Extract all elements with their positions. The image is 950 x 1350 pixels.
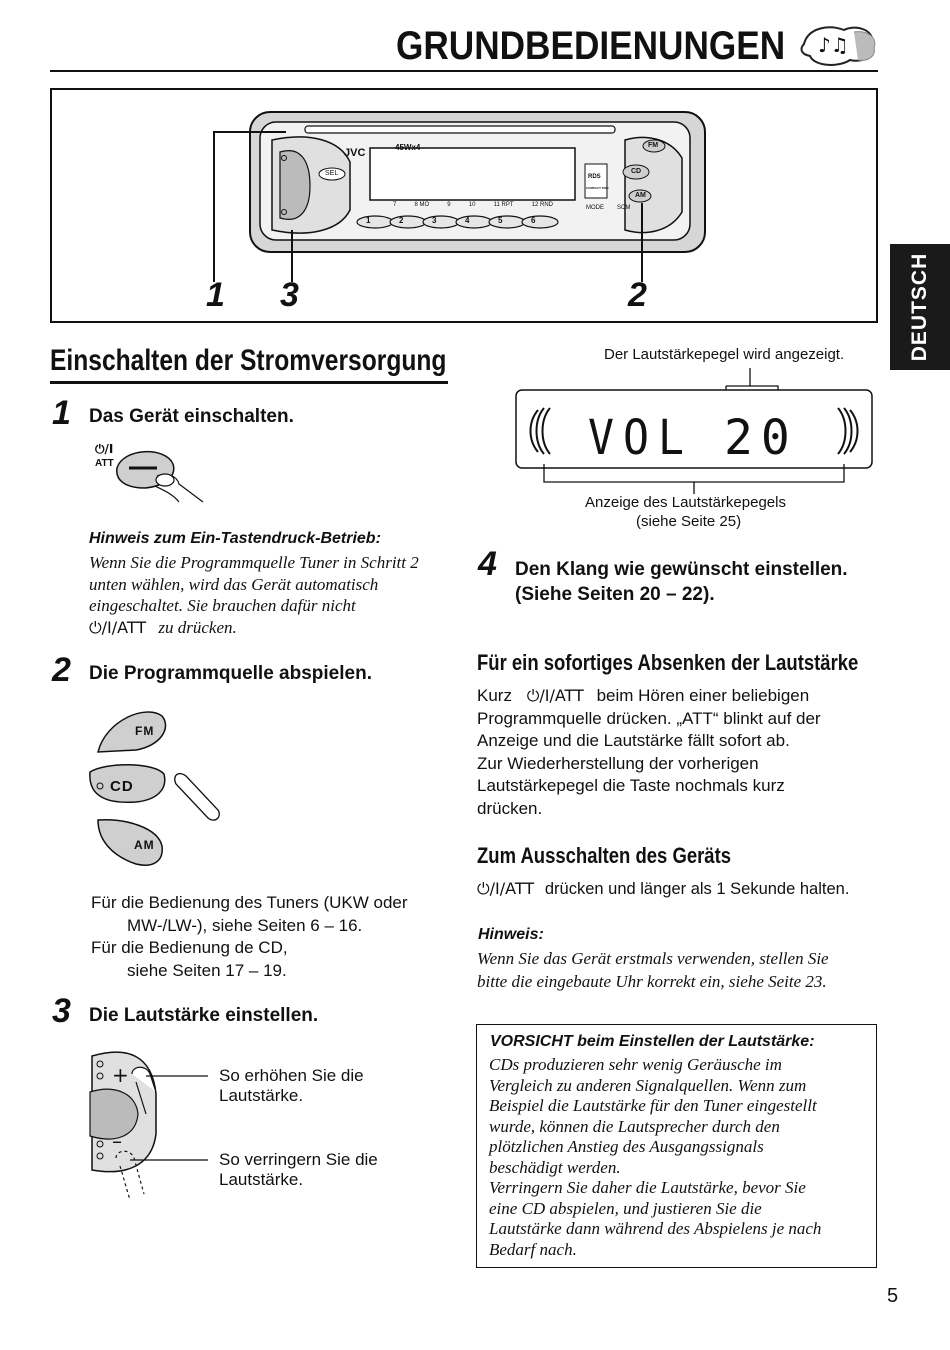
volume-down-line: So verringern Sie die xyxy=(219,1150,378,1169)
hint-line: eingeschaltet. Sie brauchen dafür nicht xyxy=(89,596,356,615)
step-3-number: 3 xyxy=(52,992,71,1030)
step-4-line: (Siehe Seiten 20 – 22). xyxy=(515,584,715,605)
step-2-line: MW-/LW-), siehe Seiten 6 – 16. xyxy=(127,915,363,935)
preset-label: 6 xyxy=(531,216,536,225)
am-button: AM xyxy=(134,838,155,852)
display-bottom-caption-1: Anzeige des Lautstärkepegels xyxy=(585,494,786,511)
callout-2: 2 xyxy=(628,276,647,314)
step-2-line: siehe Seiten 17 – 19. xyxy=(127,960,287,980)
preset-label: 1 xyxy=(366,216,371,225)
att-line: Zur Wiederherstellung der vorherigen xyxy=(477,753,759,773)
step-4-title xyxy=(515,557,848,607)
display-text-vol: VOL xyxy=(588,410,694,466)
step-3-title: Die Lautstärke einstellen. xyxy=(89,1005,319,1026)
att-line: drücken. xyxy=(477,798,543,818)
finger-press-button-illustration xyxy=(115,446,210,504)
step-4-number: 4 xyxy=(478,545,497,583)
step-1-title: Das Gerät einschalten. xyxy=(89,406,294,427)
music-notes-icon xyxy=(798,20,880,68)
caution-line: Verringern Sie daher die Lautstärke, bevor Sie xyxy=(489,1178,806,1197)
radio-model-label: 45Wx4 xyxy=(395,143,421,152)
step-1-number: 1 xyxy=(52,394,71,432)
caution-line: eine CD abspielen, und justieren Sie die xyxy=(489,1198,762,1218)
power-att-symbol: ⏻/I/ATT xyxy=(89,617,147,637)
svg-text:–: – xyxy=(112,1129,122,1153)
step-2-title: Die Programmquelle abspielen. xyxy=(89,663,372,684)
caution-line: CDs produzieren sehr wenig Geräusche im xyxy=(489,1055,782,1074)
power-att-symbol: ⏻/I/ATT xyxy=(477,879,535,898)
preset-label: 4 xyxy=(465,216,470,225)
header-rule xyxy=(50,70,878,72)
att-line: Programmquelle drücken. „ATT“ blinkt auf der xyxy=(477,708,821,728)
radio-scm-button: SCM xyxy=(617,205,631,211)
radio-am-button: AM xyxy=(635,192,646,199)
volume-up-line: Lautstärke. xyxy=(219,1086,304,1105)
display-label: 12 RND xyxy=(531,202,553,208)
volume-knob-illustration xyxy=(86,1044,211,1204)
radio-mode-button: MODE xyxy=(586,205,604,211)
step-2-number: 2 xyxy=(52,651,71,689)
svg-text:♪♫: ♪♫ xyxy=(818,33,849,57)
step-4-line: Den Klang wie gewünscht einstellen. xyxy=(515,559,848,580)
hint-line-suffix: zu drücken. xyxy=(158,617,237,637)
svg-text:+: + xyxy=(112,1063,129,1087)
hint-line: unten wählen, wird das Gerät automatisch xyxy=(89,574,379,594)
source-buttons-illustration xyxy=(86,700,231,875)
cd-button: CD xyxy=(110,778,134,795)
att-line: Anzeige und die Lautstärke fällt sofort ab. xyxy=(477,731,790,750)
fm-button: FM xyxy=(135,724,155,738)
section-heading: Einschalten der Stromversorgung xyxy=(50,344,447,377)
caution-body xyxy=(489,1055,821,1260)
caution-line: Lautstärke dann während des Abspielens je nach xyxy=(489,1219,822,1238)
power-att-symbol: ⏻/I/ATT xyxy=(526,686,584,705)
power-symbol-icon: ⏻/I xyxy=(95,442,114,456)
display-bottom-caption-2: (siehe Seite 25) xyxy=(636,513,742,530)
note-line: Wenn Sie das Gerät erstmals verwenden, stellen Sie xyxy=(477,949,829,968)
hint-body xyxy=(89,552,419,638)
caution-line: plötzlichen Anstieg des Ausgangssignals xyxy=(489,1137,764,1156)
display-label: 8 MO xyxy=(414,202,430,208)
att-line xyxy=(477,685,872,708)
display-label: 11 RPT xyxy=(493,202,514,208)
step-2-body xyxy=(91,892,408,982)
step-2-line: Für die Bedienung des Tuners (UKW oder xyxy=(91,893,408,912)
volume-display-illustration xyxy=(514,364,878,494)
att-section-heading: Für ein sofortiges Absenken der Lautstärke xyxy=(477,650,859,675)
note-title: Hinweis: xyxy=(478,926,544,943)
preset-label: 2 xyxy=(399,216,404,225)
att-button-label: ATT xyxy=(95,458,114,469)
preset-label: 5 xyxy=(498,216,503,225)
note-line: bitte die eingebaute Uhr korrekt ein, siehe Seite 23. xyxy=(477,972,827,991)
radio-display-labels xyxy=(393,202,553,208)
hint-line xyxy=(89,617,419,639)
caution-title: VORSICHT beim Einstellen der Lautstärke: xyxy=(490,1033,815,1050)
display-text-level: 20 xyxy=(724,410,798,466)
language-tab-label: DEUTSCH xyxy=(908,252,931,362)
hint-line: Wenn Sie die Programmquelle Tuner in Schritt 2 xyxy=(89,553,419,572)
off-section-heading: Zum Ausschalten des Geräts xyxy=(477,843,732,868)
note-body xyxy=(477,947,829,993)
att-prefix: Kurz xyxy=(477,686,512,705)
callout-1: 1 xyxy=(206,276,225,314)
language-tab xyxy=(890,244,950,370)
hint-title: Hinweis zum Ein-Tastendruck-Betrieb: xyxy=(89,530,381,547)
caution-line: Beispiel die Lautstärke für den Tuner eingestellt xyxy=(489,1096,817,1115)
radio-disc-logo: COMPACT DISC xyxy=(586,186,609,190)
off-section-body xyxy=(477,878,849,901)
preset-label: 3 xyxy=(432,216,437,225)
radio-brand-label: JVC xyxy=(344,147,366,159)
volume-up-line: So erhöhen Sie die xyxy=(219,1066,364,1085)
radio-fm-button: FM xyxy=(648,142,659,149)
display-label: 10 xyxy=(468,202,476,208)
radio-cd-button: CD xyxy=(631,168,642,175)
att-section-body xyxy=(477,685,872,820)
att-line: Lautstärkepegel die Taste nochmals kurz xyxy=(477,776,785,795)
caution-line: wurde, können die Lautsprecher durch den xyxy=(489,1116,780,1136)
page-title: GRUNDBEDIENUNGEN xyxy=(396,24,786,68)
page-number: 5 xyxy=(887,1285,899,1307)
volume-up-text xyxy=(219,1066,364,1106)
off-text: drücken und länger als 1 Sekunde halten. xyxy=(544,880,850,898)
display-label: 7 xyxy=(393,202,397,208)
volume-down-text xyxy=(219,1150,378,1190)
display-label: 9 xyxy=(447,202,451,208)
radio-rds-logo: RDS xyxy=(588,174,601,180)
step-2-line: Für die Bedienung de CD, xyxy=(91,938,288,957)
att-suffix: beim Hören einer beliebigen xyxy=(596,686,810,705)
caution-line: beschädigt werden. xyxy=(489,1157,621,1177)
caution-line: Vergleich zu anderen Signalquellen. Wenn zum xyxy=(489,1075,807,1095)
display-top-caption: Der Lautstärkepegel wird angezeigt. xyxy=(604,346,845,363)
section-heading-rule xyxy=(50,381,448,384)
callout-3: 3 xyxy=(280,276,299,314)
radio-sel-button: SEL xyxy=(325,170,339,177)
volume-down-line: Lautstärke. xyxy=(219,1170,304,1189)
caution-line: Bedarf nach. xyxy=(489,1239,577,1259)
